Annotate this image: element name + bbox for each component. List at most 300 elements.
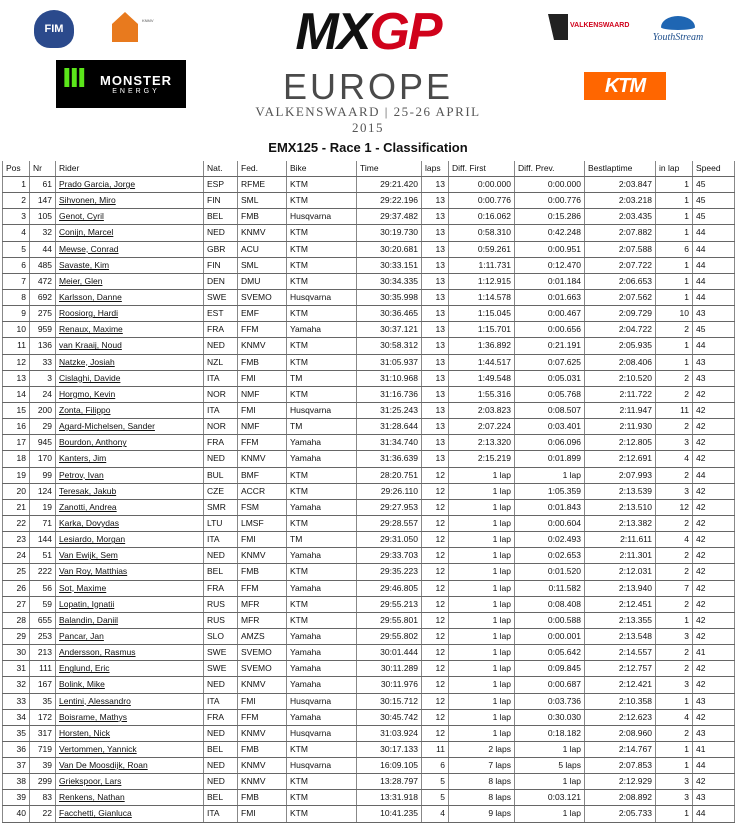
diff-prev-cell: 0:08.507: [514, 403, 584, 418]
rider-name-link[interactable]: Griekspoor, Lars: [55, 774, 203, 789]
fed-cell: KNMV: [237, 548, 286, 563]
speed-cell: 42: [692, 403, 735, 418]
nat-cell: NED: [203, 225, 237, 240]
laps-cell: 12: [421, 661, 448, 676]
col-best-lap: Bestlaptime: [584, 161, 655, 176]
nat-cell: SWE: [203, 661, 237, 676]
nr-cell: 33: [29, 355, 55, 370]
bike-cell: KTM: [286, 193, 356, 208]
rider-name-link[interactable]: Van De Moosdijk, Roan: [55, 758, 203, 773]
speed-cell: 42: [692, 435, 735, 450]
diff-prev-cell: 0:05.642: [514, 645, 584, 660]
speed-cell: 45: [692, 177, 735, 192]
fed-cell: FMI: [237, 403, 286, 418]
nr-cell: 692: [29, 290, 55, 305]
diff-first-cell: 8 laps: [448, 790, 514, 805]
nr-cell: 147: [29, 193, 55, 208]
time-cell: 30:15.712: [356, 694, 421, 709]
fed-cell: KNMV: [237, 726, 286, 741]
in-lap-cell: 1: [655, 258, 692, 273]
nr-cell: 144: [29, 532, 55, 547]
table-row: [2, 484, 735, 500]
speed-cell: 42: [692, 613, 735, 628]
fed-cell: FMB: [237, 209, 286, 224]
in-lap-cell: 4: [655, 532, 692, 547]
laps-cell: 12: [421, 629, 448, 644]
in-lap-cell: 1: [655, 209, 692, 224]
speed-cell: 42: [692, 516, 735, 531]
time-cell: 30:19.730: [356, 225, 421, 240]
fim-logo: FIM: [34, 10, 74, 48]
rider-name-link[interactable]: Natzke, Josiah: [55, 355, 203, 370]
table-row: [2, 290, 735, 306]
pos-cell: 36: [2, 742, 29, 757]
nat-cell: FRA: [203, 322, 237, 337]
nr-cell: 959: [29, 322, 55, 337]
laps-cell: 13: [421, 290, 448, 305]
best-lap-cell: 2:13.539: [584, 484, 655, 499]
speed-cell: 42: [692, 677, 735, 692]
pos-cell: 9: [2, 306, 29, 321]
best-lap-cell: 2:11.930: [584, 419, 655, 434]
rider-name-link[interactable]: Roosiorg, Hardi: [55, 306, 203, 321]
speed-cell: 44: [692, 242, 735, 257]
pos-cell: 40: [2, 806, 29, 821]
nat-cell: CZE: [203, 484, 237, 499]
table-row: [2, 242, 735, 258]
pos-cell: 37: [2, 758, 29, 773]
pos-cell: 30: [2, 645, 29, 660]
rider-name-link[interactable]: Lesiardo, Morgan: [55, 532, 203, 547]
rider-name-link[interactable]: Savaste, Kim: [55, 258, 203, 273]
nat-cell: ITA: [203, 532, 237, 547]
nr-cell: 51: [29, 548, 55, 563]
best-lap-cell: 2:07.588: [584, 242, 655, 257]
nr-cell: 32: [29, 225, 55, 240]
diff-prev-cell: 0:00.467: [514, 306, 584, 321]
nr-cell: 317: [29, 726, 55, 741]
diff-prev-cell: 0:08.408: [514, 597, 584, 612]
diff-first-cell: 1 lap: [448, 548, 514, 563]
laps-cell: 13: [421, 419, 448, 434]
laps-cell: 12: [421, 613, 448, 628]
rider-name-link[interactable]: Facchetti, Gianluca: [55, 806, 203, 821]
best-lap-cell: 2:13.355: [584, 613, 655, 628]
table-row: [2, 661, 735, 677]
rider-name-link[interactable]: Horsten, Nick: [55, 726, 203, 741]
speed-cell: 42: [692, 564, 735, 579]
table-row: [2, 645, 735, 661]
best-lap-cell: 2:03.435: [584, 209, 655, 224]
nr-cell: 35: [29, 694, 55, 709]
classification-title: EMX125 - Race 1 - Classification: [268, 140, 468, 155]
pos-cell: 32: [2, 677, 29, 692]
fed-cell: SVEMO: [237, 290, 286, 305]
table-row: [2, 403, 735, 419]
rider-name-link[interactable]: Englund, Eric: [55, 661, 203, 676]
speed-cell: 42: [692, 548, 735, 563]
rider-name-link[interactable]: Balandin, Daniil: [55, 613, 203, 628]
rider-name-link[interactable]: Agard-Michelsen, Sander: [55, 419, 203, 434]
in-lap-cell: 11: [655, 403, 692, 418]
best-lap-cell: 2:11.611: [584, 532, 655, 547]
diff-prev-cell: 0:05.031: [514, 371, 584, 386]
diff-prev-cell: 0:03.121: [514, 790, 584, 805]
bike-cell: KTM: [286, 177, 356, 192]
speed-cell: 42: [692, 387, 735, 402]
table-row: [2, 758, 735, 774]
rider-name-link[interactable]: Sihvonen, Miro: [55, 193, 203, 208]
best-lap-cell: 2:12.805: [584, 435, 655, 450]
diff-first-cell: 1 lap: [448, 500, 514, 515]
in-lap-cell: 1: [655, 742, 692, 757]
rider-name-link[interactable]: Meier, Glen: [55, 274, 203, 289]
diff-first-cell: 9 laps: [448, 806, 514, 821]
speed-cell: 45: [692, 193, 735, 208]
speed-cell: 44: [692, 338, 735, 353]
laps-cell: 12: [421, 548, 448, 563]
in-lap-cell: 1: [655, 290, 692, 305]
time-cell: 31:28.644: [356, 419, 421, 434]
table-row: [2, 677, 735, 693]
in-lap-cell: 2: [655, 468, 692, 483]
diff-prev-cell: 0:15.286: [514, 209, 584, 224]
laps-cell: 12: [421, 516, 448, 531]
bike-cell: Husqvarna: [286, 758, 356, 773]
table-header-row: [2, 161, 735, 177]
bike-cell: KTM: [286, 774, 356, 789]
diff-prev-cell: 1 lap: [514, 468, 584, 483]
bike-cell: KTM: [286, 516, 356, 531]
diff-first-cell: 1:44.517: [448, 355, 514, 370]
rider-name-link[interactable]: Bolink, Mike: [55, 677, 203, 692]
bike-cell: KTM: [286, 597, 356, 612]
speed-cell: 43: [692, 371, 735, 386]
nat-cell: NED: [203, 774, 237, 789]
speed-cell: 44: [692, 258, 735, 273]
diff-prev-cell: 0:01.520: [514, 564, 584, 579]
diff-first-cell: 7 laps: [448, 758, 514, 773]
bike-cell: KTM: [286, 790, 356, 805]
pos-cell: 34: [2, 710, 29, 725]
nat-cell: BEL: [203, 209, 237, 224]
best-lap-cell: 2:07.722: [584, 258, 655, 273]
bike-cell: KTM: [286, 387, 356, 402]
diff-first-cell: 1:55.316: [448, 387, 514, 402]
in-lap-cell: 1: [655, 806, 692, 821]
speed-cell: 42: [692, 581, 735, 596]
pos-cell: 16: [2, 419, 29, 434]
pos-cell: 20: [2, 484, 29, 499]
bike-cell: Yamaha: [286, 710, 356, 725]
nat-cell: SWE: [203, 645, 237, 660]
fed-cell: ACCR: [237, 484, 286, 499]
time-cell: 10:41.235: [356, 806, 421, 821]
col-nat: Nat.: [203, 161, 237, 176]
table-row: [2, 597, 735, 613]
nat-cell: NED: [203, 548, 237, 563]
rider-name-link[interactable]: Boisrame, Mathys: [55, 710, 203, 725]
fed-cell: FMB: [237, 742, 286, 757]
rider-name-link[interactable]: Zonta, Filippo: [55, 403, 203, 418]
pos-cell: 23: [2, 532, 29, 547]
bike-cell: KTM: [286, 338, 356, 353]
diff-first-cell: 1 lap: [448, 645, 514, 660]
best-lap-cell: 2:12.451: [584, 597, 655, 612]
rider-name-link[interactable]: Van Roy, Matthias: [55, 564, 203, 579]
nr-cell: 213: [29, 645, 55, 660]
nr-cell: 44: [29, 242, 55, 257]
diff-first-cell: 1 lap: [448, 597, 514, 612]
nat-cell: FRA: [203, 710, 237, 725]
time-cell: 29:26.110: [356, 484, 421, 499]
diff-first-cell: 2:13.320: [448, 435, 514, 450]
best-lap-cell: 2:06.653: [584, 274, 655, 289]
diff-first-cell: 1:36.892: [448, 338, 514, 353]
laps-cell: 12: [421, 694, 448, 709]
time-cell: 30:11.289: [356, 661, 421, 676]
rider-name-link[interactable]: Lopatin, Ignatii: [55, 597, 203, 612]
rider-name-link[interactable]: Pancar, Jan: [55, 629, 203, 644]
laps-cell: 13: [421, 451, 448, 466]
in-lap-cell: 3: [655, 484, 692, 499]
diff-first-cell: 1 lap: [448, 484, 514, 499]
in-lap-cell: 10: [655, 306, 692, 321]
diff-first-cell: 1 lap: [448, 694, 514, 709]
pos-cell: 18: [2, 451, 29, 466]
nr-cell: 24: [29, 387, 55, 402]
nat-cell: RUS: [203, 597, 237, 612]
speed-cell: 43: [692, 306, 735, 321]
time-cell: 30:20.681: [356, 242, 421, 257]
col-speed: Speed: [692, 161, 735, 176]
rider-name-link[interactable]: Prado Garcia, Jorge: [55, 177, 203, 192]
diff-first-cell: 2:07.224: [448, 419, 514, 434]
diff-prev-cell: 0:30.030: [514, 710, 584, 725]
laps-cell: 13: [421, 193, 448, 208]
bike-cell: KTM: [286, 274, 356, 289]
in-lap-cell: 1: [655, 355, 692, 370]
laps-cell: 12: [421, 597, 448, 612]
best-lap-cell: 2:07.853: [584, 758, 655, 773]
time-cell: 29:31.050: [356, 532, 421, 547]
nat-cell: ITA: [203, 806, 237, 821]
time-cell: 30:35.998: [356, 290, 421, 305]
fed-cell: BMF: [237, 468, 286, 483]
laps-cell: 12: [421, 500, 448, 515]
rider-name-link[interactable]: Karka, Dovydas: [55, 516, 203, 531]
nat-cell: DEN: [203, 274, 237, 289]
speed-cell: 44: [692, 806, 735, 821]
diff-prev-cell: 1 lap: [514, 774, 584, 789]
gp-valkenswaard-logo: VALKENSWAARD: [570, 22, 630, 29]
laps-cell: 13: [421, 274, 448, 289]
table-row: [2, 387, 735, 403]
fed-cell: NMF: [237, 419, 286, 434]
pos-cell: 21: [2, 500, 29, 515]
pos-cell: 27: [2, 597, 29, 612]
pos-cell: 33: [2, 694, 29, 709]
in-lap-cell: 2: [655, 597, 692, 612]
nr-cell: 945: [29, 435, 55, 450]
speed-cell: 44: [692, 290, 735, 305]
in-lap-cell: 4: [655, 451, 692, 466]
diff-first-cell: 1:14.578: [448, 290, 514, 305]
col-bike: Bike: [286, 161, 356, 176]
rider-name-link[interactable]: Conijn, Marcel: [55, 225, 203, 240]
table-row: [2, 419, 735, 435]
youthstream-swoosh-icon: [661, 16, 695, 30]
rider-name-link[interactable]: Van Ewijk, Sem: [55, 548, 203, 563]
in-lap-cell: 3: [655, 774, 692, 789]
col-pos: Pos: [2, 161, 29, 176]
in-lap-cell: 2: [655, 661, 692, 676]
diff-first-cell: 1:15.701: [448, 322, 514, 337]
time-cell: 31:05.937: [356, 355, 421, 370]
rider-name-link[interactable]: Bourdon, Anthony: [55, 435, 203, 450]
pos-cell: 3: [2, 209, 29, 224]
pos-cell: 2: [2, 193, 29, 208]
best-lap-cell: 2:12.691: [584, 451, 655, 466]
rider-name-link[interactable]: Horgmo, Kevin: [55, 387, 203, 402]
speed-cell: 44: [692, 274, 735, 289]
diff-first-cell: 1 lap: [448, 629, 514, 644]
event-venue-date: VALKENSWAARD | 25-26 APRIL 2015: [255, 104, 481, 135]
laps-cell: 12: [421, 581, 448, 596]
table-row: [2, 209, 735, 225]
diff-first-cell: 1 lap: [448, 581, 514, 596]
diff-prev-cell: 1 lap: [514, 742, 584, 757]
bike-cell: KTM: [286, 258, 356, 273]
time-cell: 30:34.335: [356, 274, 421, 289]
nr-cell: 99: [29, 468, 55, 483]
pos-cell: 28: [2, 613, 29, 628]
fed-cell: SVEMO: [237, 645, 286, 660]
diff-first-cell: 8 laps: [448, 774, 514, 789]
ktm-logo: KTM: [584, 72, 666, 100]
rider-name-link[interactable]: van Kraaij, Noud: [55, 338, 203, 353]
rider-name-link[interactable]: Vertommen, Yannick: [55, 742, 203, 757]
in-lap-cell: 1: [655, 177, 692, 192]
speed-cell: 42: [692, 629, 735, 644]
diff-first-cell: 0:58.310: [448, 225, 514, 240]
bike-cell: Yamaha: [286, 435, 356, 450]
bike-cell: Yamaha: [286, 677, 356, 692]
diff-prev-cell: 5 laps: [514, 758, 584, 773]
rider-name-link[interactable]: Sot, Maxime: [55, 581, 203, 596]
rider-name-link[interactable]: Mewse, Conrad: [55, 242, 203, 257]
diff-first-cell: 1:12.915: [448, 274, 514, 289]
best-lap-cell: 2:07.993: [584, 468, 655, 483]
nat-cell: SWE: [203, 290, 237, 305]
fed-cell: FMB: [237, 564, 286, 579]
time-cell: 30:01.444: [356, 645, 421, 660]
nat-cell: NED: [203, 451, 237, 466]
rider-name-link[interactable]: Kanters, Jim: [55, 451, 203, 466]
bike-cell: Yamaha: [286, 451, 356, 466]
rider-name-link[interactable]: Karlsson, Danne: [55, 290, 203, 305]
nat-cell: ITA: [203, 403, 237, 418]
diff-prev-cell: 1 lap: [514, 806, 584, 821]
laps-cell: 13: [421, 322, 448, 337]
fed-cell: SML: [237, 193, 286, 208]
pos-cell: 26: [2, 581, 29, 596]
laps-cell: 12: [421, 532, 448, 547]
pos-cell: 19: [2, 468, 29, 483]
table-row: [2, 258, 735, 274]
nat-cell: SMR: [203, 500, 237, 515]
time-cell: 29:55.802: [356, 629, 421, 644]
table-row: [2, 306, 735, 322]
time-cell: 30:17.133: [356, 742, 421, 757]
time-cell: 30:11.976: [356, 677, 421, 692]
pos-cell: 7: [2, 274, 29, 289]
rider-name-link[interactable]: Cislaghi, Davide: [55, 371, 203, 386]
rider-name-link[interactable]: Renaux, Maxime: [55, 322, 203, 337]
table-row: [2, 629, 735, 645]
diff-prev-cell: 0:18.182: [514, 726, 584, 741]
nr-cell: 56: [29, 581, 55, 596]
table-row: [2, 500, 735, 516]
table-row: [2, 193, 735, 209]
rider-name-link[interactable]: Genot, Cyril: [55, 209, 203, 224]
speed-cell: 42: [692, 451, 735, 466]
laps-cell: 13: [421, 338, 448, 353]
time-cell: 29:55.213: [356, 597, 421, 612]
nr-cell: 170: [29, 451, 55, 466]
fed-cell: SML: [237, 258, 286, 273]
bike-cell: KTM: [286, 564, 356, 579]
nat-cell: BUL: [203, 468, 237, 483]
rider-name-link[interactable]: Renkens, Nathan: [55, 790, 203, 805]
diff-first-cell: 2:15.219: [448, 451, 514, 466]
speed-cell: 45: [692, 322, 735, 337]
table-row: [2, 581, 735, 597]
best-lap-cell: 2:12.421: [584, 677, 655, 692]
pos-cell: 13: [2, 371, 29, 386]
nat-cell: ITA: [203, 694, 237, 709]
rider-name-link[interactable]: Andersson, Rasmus: [55, 645, 203, 660]
diff-first-cell: 1:15.045: [448, 306, 514, 321]
rider-name-link[interactable]: Zanotti, Andrea: [55, 500, 203, 515]
speed-cell: 44: [692, 468, 735, 483]
fed-cell: DMU: [237, 274, 286, 289]
laps-cell: 12: [421, 677, 448, 692]
diff-first-cell: 0:16.062: [448, 209, 514, 224]
diff-prev-cell: 0:02.493: [514, 532, 584, 547]
fed-cell: SVEMO: [237, 661, 286, 676]
fed-cell: FFM: [237, 435, 286, 450]
pos-cell: 5: [2, 242, 29, 257]
bike-cell: Husqvarna: [286, 726, 356, 741]
in-lap-cell: 2: [655, 645, 692, 660]
rider-name-link[interactable]: Lentini, Alessandro: [55, 694, 203, 709]
bike-cell: TM: [286, 532, 356, 547]
diff-prev-cell: 0:00.000: [514, 177, 584, 192]
rider-name-link[interactable]: Teresak, Jakub: [55, 484, 203, 499]
in-lap-cell: 3: [655, 435, 692, 450]
time-cell: 29:35.223: [356, 564, 421, 579]
nr-cell: 59: [29, 597, 55, 612]
pos-cell: 35: [2, 726, 29, 741]
best-lap-cell: 2:05.733: [584, 806, 655, 821]
rider-name-link[interactable]: Petrov, Ivan: [55, 468, 203, 483]
nat-cell: GBR: [203, 242, 237, 257]
time-cell: 16:09.105: [356, 758, 421, 773]
nr-cell: 61: [29, 177, 55, 192]
fed-cell: RFME: [237, 177, 286, 192]
best-lap-cell: 2:10.358: [584, 694, 655, 709]
